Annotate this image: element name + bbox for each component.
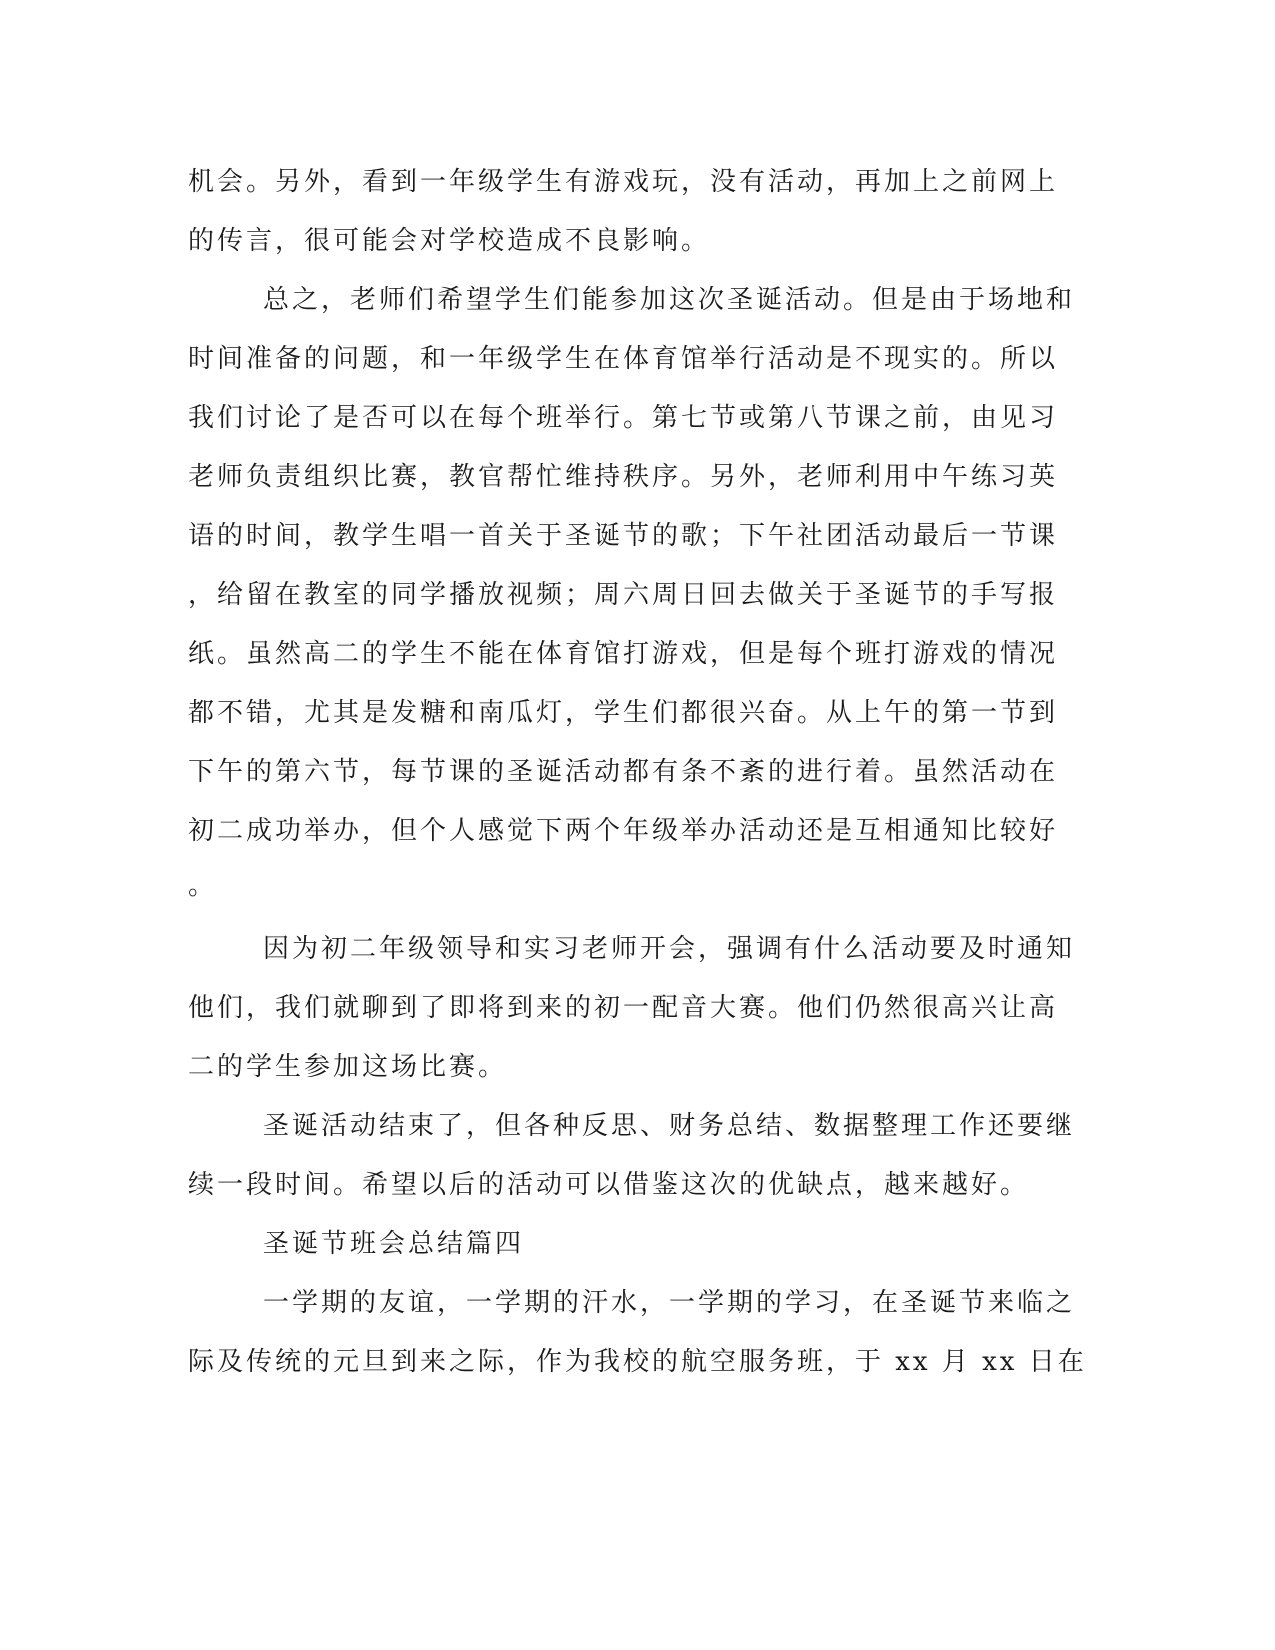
- paragraph-start-line: 因为初二年级领导和实习老师开会，强调有什么活动要及时通知: [263, 934, 1076, 964]
- text-line: 的传言，很可能会对学校造成不良影响。: [188, 226, 711, 256]
- section-heading: 圣诞节班会总结篇四: [263, 1229, 525, 1259]
- text-line: 都不错，尤其是发糖和南瓜灯，学生们都很兴奋。从上午的第一节到: [188, 698, 1059, 728]
- text-line: 时间准备的问题，和一年级学生在体育馆举行活动是不现实的。所以: [188, 344, 1059, 374]
- text-line: 际及传统的元旦到来之际，作为我校的航空服务班，于 xx 月 xx 日在: [188, 1347, 1087, 1377]
- text-line: 语的时间，教学生唱一首关于圣诞节的歌；下午社团活动最后一节课: [188, 521, 1059, 551]
- paragraph-start-line: 一学期的友谊，一学期的汗水，一学期的学习，在圣诞节来临之: [263, 1288, 1076, 1318]
- paragraph-start-line: 圣诞活动结束了，但各种反思、财务总结、数据整理工作还要继: [263, 1111, 1076, 1141]
- paragraph-start-line: 总之，老师们希望学生们能参加这次圣诞活动。但是由于场地和: [263, 285, 1076, 315]
- text-line: 。: [188, 871, 218, 901]
- text-line: 他们，我们就聊到了即将到来的初一配音大赛。他们仍然很高兴让高: [188, 993, 1059, 1023]
- text-line: 续一段时间。希望以后的活动可以借鉴这次的优缺点，越来越好。: [188, 1170, 1030, 1200]
- text-line: 初二成功举办，但个人感觉下两个年级举办活动还是互相通知比较好: [188, 816, 1059, 846]
- text-line: 纸。虽然高二的学生不能在体育馆打游戏，但是每个班打游戏的情况: [188, 639, 1059, 669]
- text-line: 我们讨论了是否可以在每个班举行。第七节或第八节课之前，由见习: [188, 403, 1059, 433]
- text-line: ，给留在教室的同学播放视频；周六周日回去做关于圣诞节的手写报: [188, 580, 1059, 610]
- text-line: 老师负责组织比赛，教官帮忙维持秩序。另外，老师利用中午练习英: [188, 462, 1059, 492]
- text-line: 二的学生参加这场比赛。: [188, 1052, 508, 1082]
- text-line: 机会。另外，看到一年级学生有游戏玩，没有活动，再加上之前网上: [188, 167, 1059, 197]
- text-line: 下午的第六节，每节课的圣诞活动都有条不紊的进行着。虽然活动在: [188, 757, 1059, 787]
